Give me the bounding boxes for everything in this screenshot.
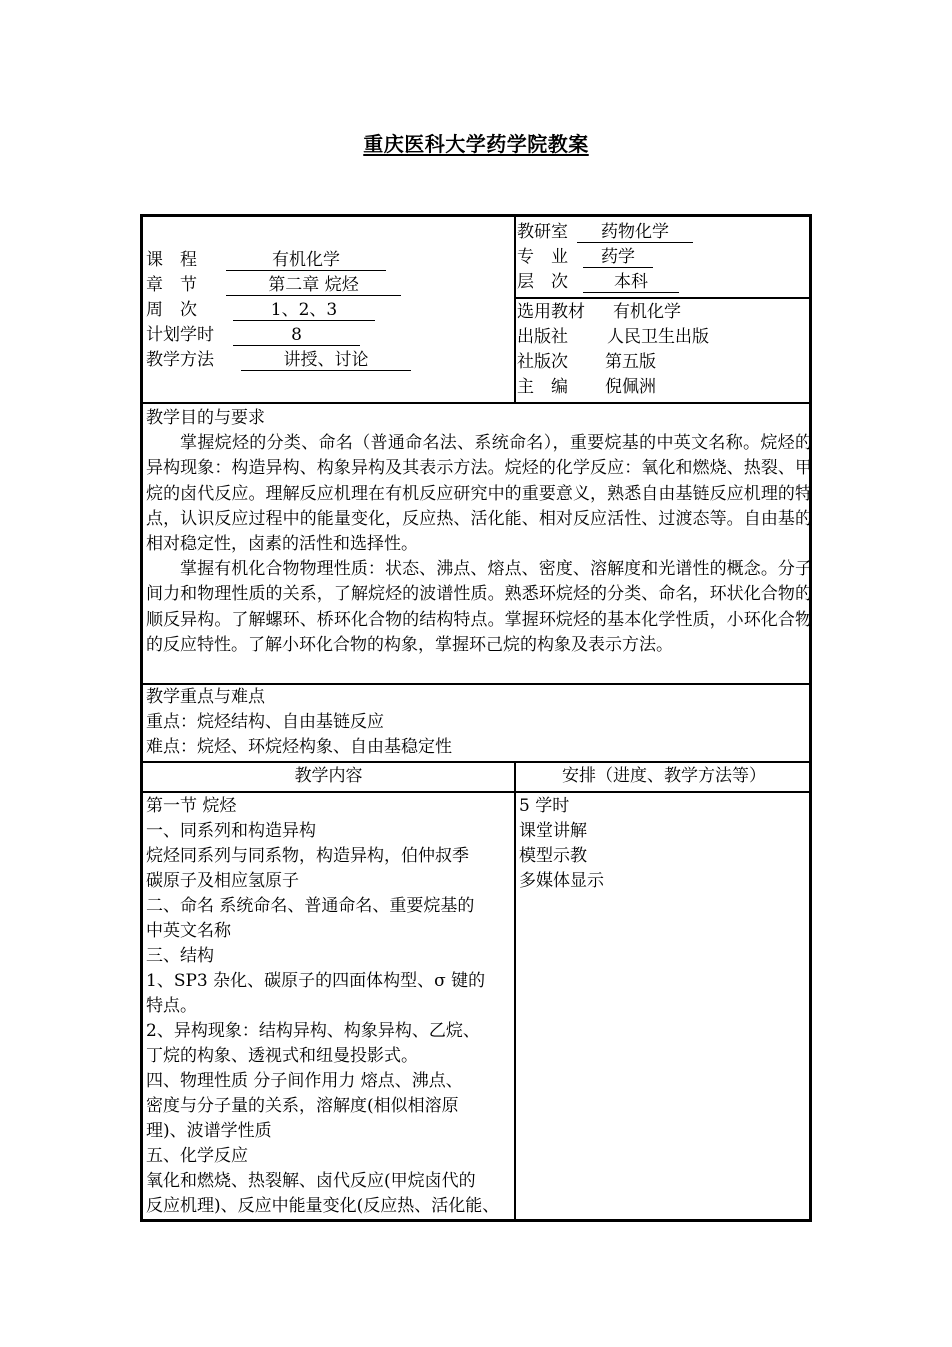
- publisher-value: 人民卫生出版: [607, 327, 709, 347]
- level-value: 本科: [583, 272, 679, 293]
- content-line: 密度与分子量的关系，溶解度(相似相溶原: [146, 1096, 459, 1116]
- content-line: 第一节 烷烃: [146, 796, 237, 816]
- content-line: 特点。: [146, 996, 197, 1016]
- arrangement-lines: [519, 794, 809, 894]
- textbook-row: [517, 300, 681, 325]
- level-row: [517, 270, 679, 295]
- content-column-header: 教学内容: [294, 766, 363, 786]
- key-points-section: [146, 685, 806, 761]
- content-line: 反应机理)、反应中能量变化(反应热、活化能、: [146, 1196, 500, 1216]
- editor-row: [517, 375, 656, 400]
- page-title: 重庆医科大学药学院教案: [363, 132, 589, 156]
- edition-row: [517, 350, 656, 375]
- content-line: 理)、波谱学性质: [146, 1121, 272, 1141]
- content-line: 烷烃同系列与同系物，构造异构，伯仲叔季: [146, 846, 469, 866]
- objectives-heading: 教学目的与要求: [146, 408, 265, 428]
- office-label: 教研室: [517, 222, 568, 242]
- key-points-focus: 重点：烷烃结构、自由基链反应: [146, 712, 384, 733]
- content-line: 四、物理性质 分子间作用力 熔点、沸点、: [146, 1071, 463, 1091]
- key-points-bottom-divider: [143, 761, 812, 763]
- chapter-row: [146, 273, 401, 298]
- chapter-value: 第二章 烷烃: [226, 275, 401, 296]
- method-value: 讲授、讨论: [241, 350, 411, 371]
- chapter-label: 章 节: [146, 275, 197, 295]
- header-column-divider: [514, 217, 516, 402]
- content-line: 碳原子及相应氢原子: [146, 871, 299, 891]
- office-row: [517, 220, 693, 245]
- content-line: 三、结构: [146, 946, 214, 966]
- editor-value: 倪佩洲: [605, 377, 656, 397]
- office-value: 药物化学: [577, 222, 693, 243]
- textbook-label: 选用教材: [517, 302, 585, 322]
- key-points-difficulty: 难点：烷烃、环烷烃构象、自由基稳定性: [146, 737, 452, 758]
- week-value: 1、2、3: [233, 300, 375, 321]
- objectives-section: [146, 406, 812, 658]
- arrangement-line: 5 学时: [519, 796, 570, 816]
- content-line: 一、同系列和构造异构: [146, 821, 316, 841]
- hours-value: 8: [233, 325, 360, 346]
- content-line: 二、命名 系统命名、普通命名、重要烷基的: [146, 896, 475, 916]
- content-line: 五、化学反应: [146, 1146, 248, 1166]
- publisher-row: [517, 325, 709, 350]
- major-row: [517, 245, 653, 270]
- content-line: 1、SP3 杂化、碳原子的四面体构型、σ 键的: [146, 971, 486, 991]
- hours-label: 计划学时: [146, 325, 214, 345]
- content-line: 丁烷的构象、透视式和纽曼投影式。: [146, 1046, 418, 1066]
- arrangement-column-header: 安排（进度、教学方法等）: [562, 766, 766, 786]
- week-label: 周 次: [146, 300, 197, 320]
- objectives-paragraph-1: 掌握烷烃的分类、命名（普通命名法、系统命名），重要烷基的中英文名称。烷烃的异构现象：构造异构、构象异构及其表示方法。烷烃的化学反应：氧化和燃烧、热裂、甲烷的卤代反应。理解反应机理在有机反应研究中的重要意义，熟悉自由基链反应机理的特点，认识反应过程中的能量变化，反应热、活化能、相对反应活性、过渡态等。自由基的相对稳定性，卤素的活性和选择性。: [146, 433, 812, 555]
- major-value: 药学: [583, 247, 653, 268]
- method-row: [146, 348, 411, 373]
- editor-label: 主 编: [517, 377, 568, 397]
- publisher-label: 出版社: [517, 327, 568, 347]
- textbook-value: 有机化学: [613, 302, 681, 322]
- content-line: 氧化和燃烧、热裂解、卤代反应(甲烷卤代的: [146, 1171, 476, 1191]
- edition-value: 第五版: [605, 352, 656, 372]
- content-line: 中英文名称: [146, 921, 231, 941]
- major-label: 专 业: [517, 247, 568, 267]
- content-line: 2、异构现象：结构异构、构象异构、乙烷、: [146, 1021, 480, 1041]
- key-points-heading: 教学重点与难点: [146, 687, 265, 707]
- course-label: 课 程: [146, 250, 197, 270]
- course-row: [146, 248, 386, 273]
- header-right-divider: [515, 297, 812, 299]
- arrangement-line: 模型示教: [519, 846, 587, 866]
- content-lines: [146, 794, 512, 1219]
- header-bottom-divider: [143, 402, 812, 404]
- level-label: 层 次: [517, 272, 568, 292]
- lesson-plan-table: [140, 214, 812, 1222]
- edition-label: 社版次: [517, 352, 568, 372]
- hours-row: [146, 323, 360, 348]
- objectives-paragraph-2: 掌握有机化合物物理性质：状态、沸点、熔点、密度、溶解度和光谱性的概念。分子间力和物理性质的关系，了解烷烃的波谱性质。熟悉环烷烃的分类、命名，环状化合物的顺反异构。了解螺环、桥环化合物的结构特点。掌握环烷烃的基本化学性质，小环化合物的反应特性。了解小环化合物的构象，掌握环己烷的构象及表示方法。: [146, 559, 812, 655]
- arrangement-line: 多媒体显示: [519, 871, 604, 891]
- method-label: 教学方法: [146, 350, 214, 370]
- arrangement-line: 课堂讲解: [519, 821, 587, 841]
- content-column-divider: [514, 762, 516, 1222]
- course-value: 有机化学: [226, 250, 386, 271]
- week-row: [146, 298, 375, 323]
- content-header-divider: [143, 791, 812, 793]
